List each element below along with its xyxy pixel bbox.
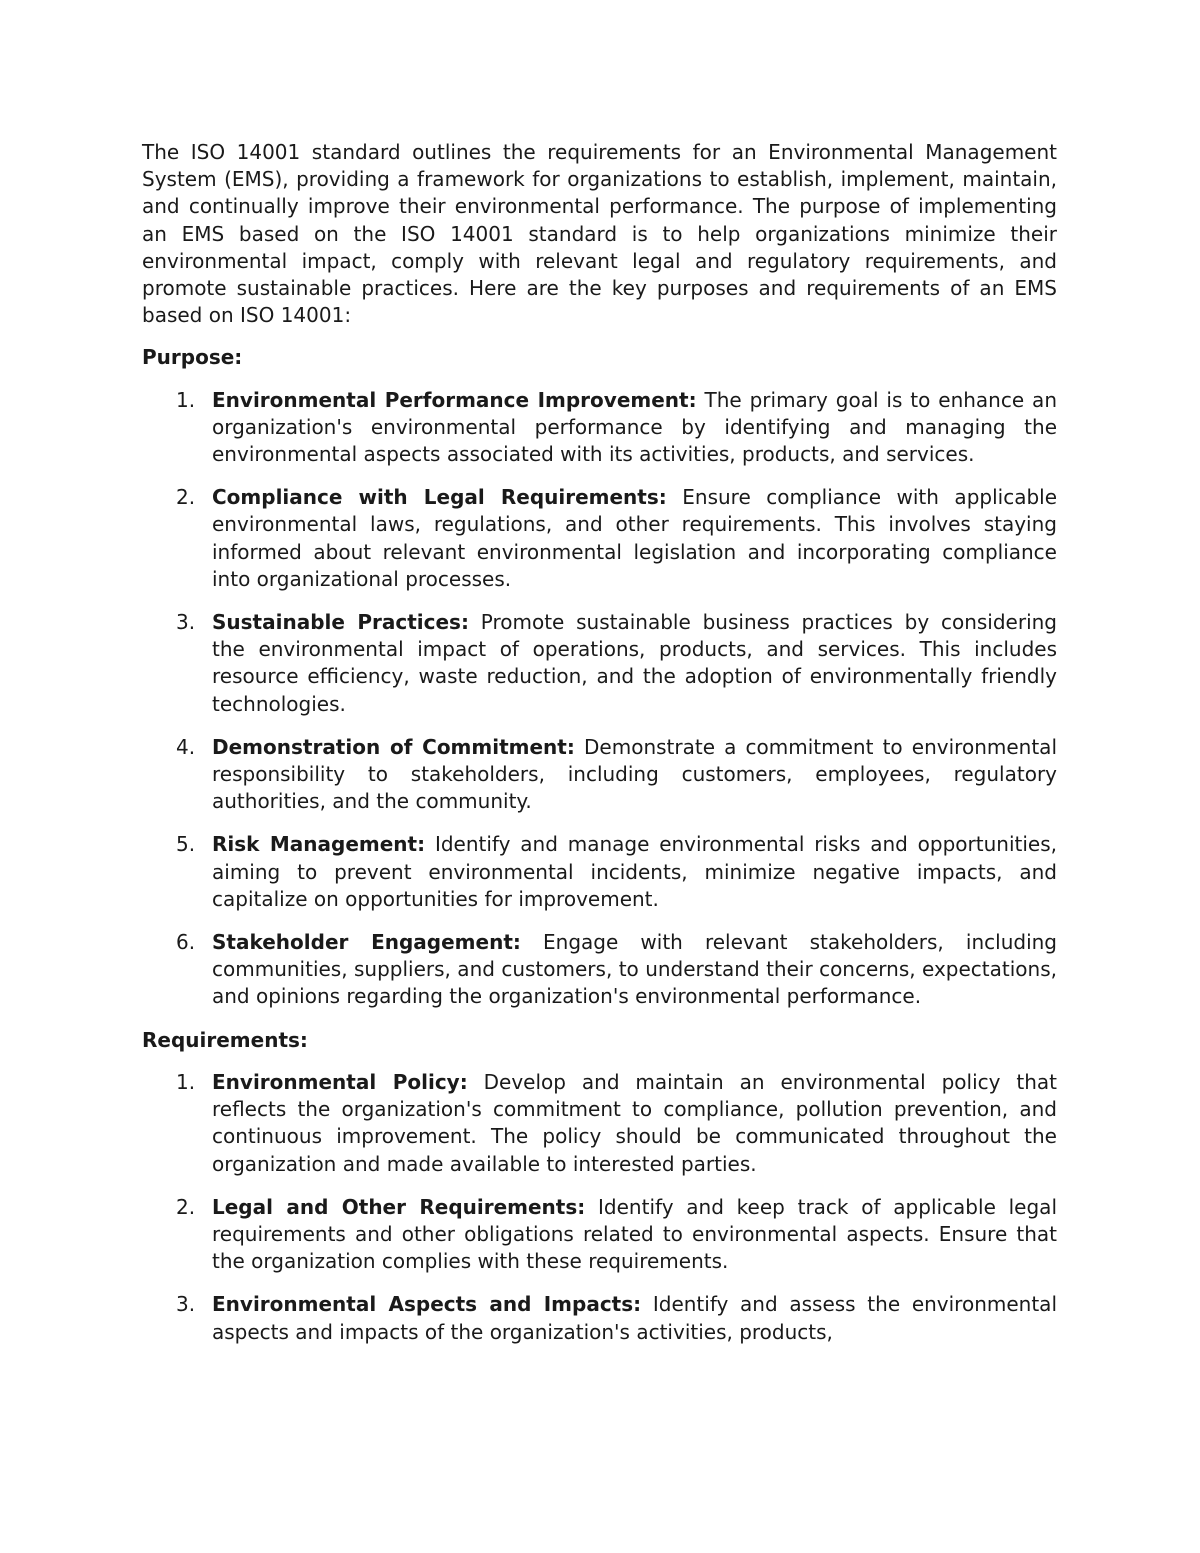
list-item-title: Risk Management:	[212, 832, 426, 857]
list-item-title: Demonstration of Commitment:	[212, 734, 575, 759]
list-item-title: Compliance with Legal Requirements:	[212, 485, 667, 510]
list-item-text: Identify and assess the environmental aspects and impacts of the organization's activities, products,	[212, 1292, 1057, 1344]
requirements-heading: Requirements:	[142, 1027, 308, 1052]
list-item-number: 3.	[176, 1292, 196, 1317]
purpose-heading: Purpose:	[142, 345, 243, 370]
list-item-title: Environmental Performance Improvement:	[212, 387, 697, 412]
requirements-list	[142, 1069, 1057, 1346]
list-item-number: 1.	[176, 1069, 196, 1094]
list-item	[142, 609, 1057, 718]
list-item	[142, 929, 1057, 1011]
list-item-number: 2.	[176, 485, 196, 510]
list-item-text: Identify and manage environmental risks and opportunities, aiming to prevent environmental incidents, minimize negative impacts, and capitalize on opportunities for improvement.	[212, 832, 1057, 911]
list-item-number: 4.	[176, 734, 196, 759]
list-item-title: Legal and Other Requirements:	[212, 1194, 586, 1219]
list-item-title: Stakeholder Engagement:	[212, 930, 521, 955]
list-item	[142, 831, 1057, 913]
list-item-text: Demonstrate a commitment to environmental responsibility to stakeholders, including customers, employees, regulatory authorities, and the community.	[212, 734, 1057, 814]
list-item	[142, 1194, 1057, 1276]
list-item-text: Ensure compliance with applicable environmental laws, regulations, and other requirements. This involves staying informed about relevant environmental legislation and incorporating compliance into organizational processes.	[212, 485, 1058, 591]
list-item	[142, 1069, 1057, 1178]
list-item-title: Environmental Aspects and Impacts:	[212, 1292, 642, 1317]
list-item-title: Environmental Policy:	[212, 1069, 468, 1094]
list-item-text: The primary goal is to enhance an organization's environmental performance by identifying and managing the environmental aspects associated with its activities, products, and services.	[212, 387, 1057, 467]
list-item	[142, 734, 1057, 816]
list-item-title: Sustainable Practices:	[212, 610, 469, 635]
list-item-text: Promote sustainable business practices by considering the environmental impact of operations, products, and services. This includes resource efficiency, waste reduction, and the adoption of environmentally friendly technologies.	[212, 610, 1057, 716]
list-item-text: Identify and keep track of applicable legal requirements and other obligations related to environmental aspects. Ensure that the organization complies with these requirements.	[212, 1194, 1057, 1274]
list-item	[142, 484, 1057, 593]
purpose-list	[142, 387, 1057, 1011]
list-item-number: 2.	[176, 1194, 196, 1219]
list-item-number: 1.	[176, 387, 196, 412]
list-item-number: 5.	[176, 832, 196, 857]
list-item	[142, 387, 1057, 469]
list-item-number: 3.	[176, 610, 196, 635]
list-item-number: 6.	[176, 930, 196, 955]
document-body	[142, 139, 1057, 1362]
list-item-text: Engage with relevant stakeholders, including communities, suppliers, and customers, to understand their concerns, expectations, and opinions regarding the organization's environmental performance.	[212, 930, 1057, 1009]
intro-paragraph: The ISO 14001 standard outlines the requirements for an Environmental Management System (EMS), providing a framework for organizations to establish, implement, maintain, and continually improve their environmental performance. The purpose of implementing an EMS based on the ISO 14001 standard is to help organizations minimize their environmental impact, comply with relevant legal and regulatory requirements, and promote sustainable practices. Here are the key purposes and requirements of an EMS based on ISO 14001:	[142, 140, 1057, 328]
list-item	[142, 1291, 1057, 1345]
list-item-text: Develop and maintain an environmental policy that reflects the organization's commitment to compliance, pollution prevention, and continuous improvement. The policy should be communicated throughout the organization and made available to interested parties.	[212, 1069, 1058, 1176]
